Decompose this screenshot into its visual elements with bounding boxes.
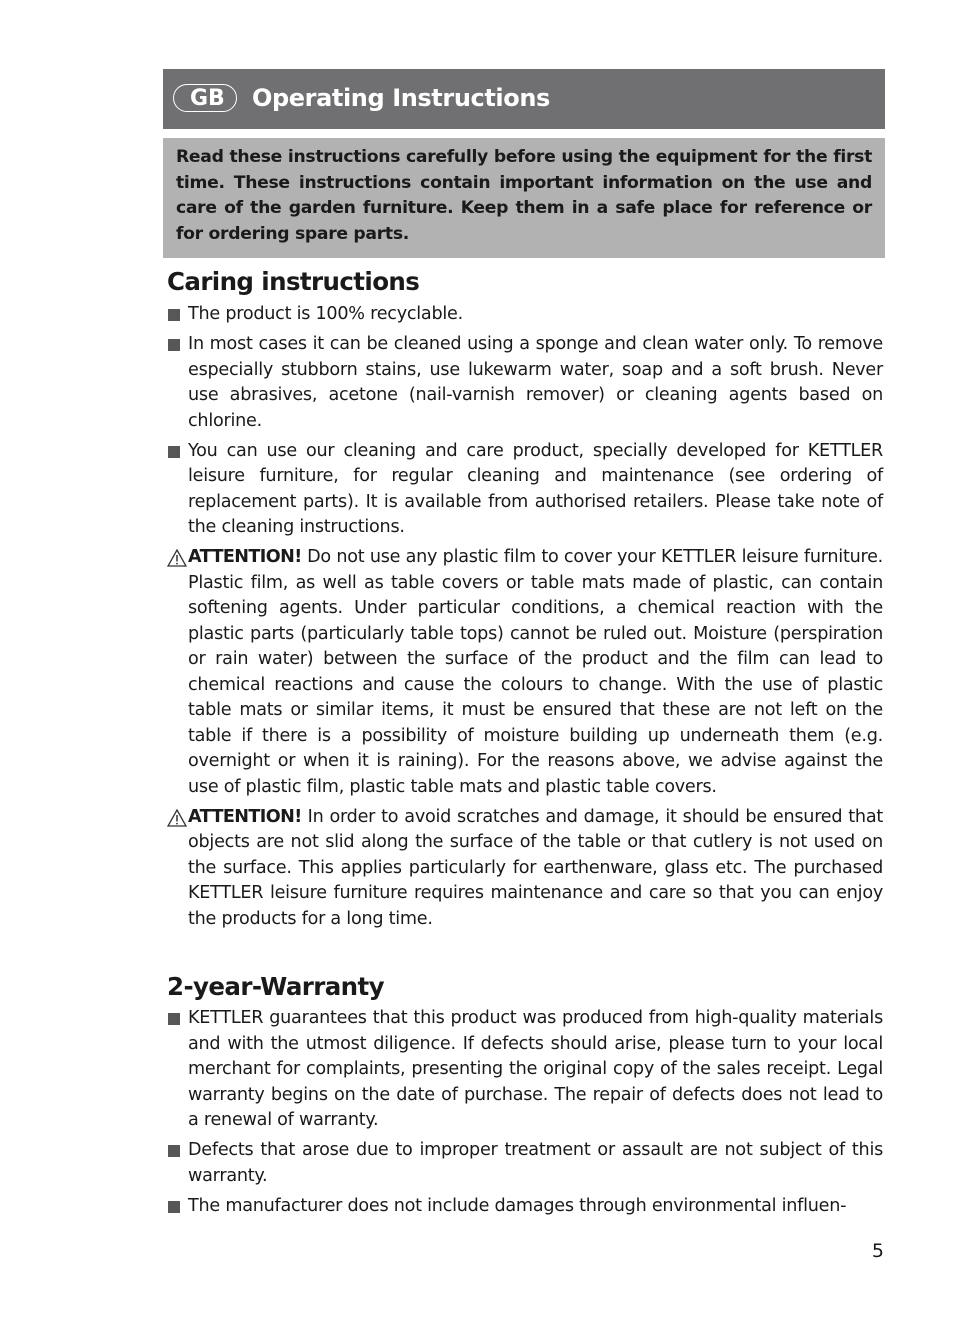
list-item [167, 332, 883, 434]
list-item [167, 302, 883, 328]
warning-triangle-icon [167, 549, 187, 567]
warranty-heading: 2-year-Warranty [167, 972, 384, 1001]
square-bullet-icon [168, 339, 180, 351]
list-item-text: Defects that arose due to improper treatment or assault are not subject of this warranty. [188, 1140, 883, 1186]
attention-item [167, 805, 883, 933]
list-item [167, 1138, 883, 1189]
page-title: Operating Instructions [252, 84, 550, 112]
header-bar [163, 69, 885, 129]
square-bullet-icon [168, 1145, 180, 1157]
list-item [167, 1006, 883, 1134]
square-bullet-icon [168, 1201, 180, 1213]
caring-list [167, 302, 883, 937]
list-item-text: The product is 100% recyclable. [188, 304, 463, 324]
list-item [167, 1194, 883, 1220]
page-number: 5 [871, 1240, 884, 1262]
list-item [167, 439, 883, 541]
caring-heading: Caring instructions [167, 267, 420, 296]
intro-notice [163, 138, 885, 258]
list-item-text: You can use our cleaning and care product, specially developed for KETTLER leisure furniture, for regular cleaning and maintenance (see ordering of replacement parts). It is available from authorised retailers. Please take note of the cleaning instructions. [188, 440, 883, 537]
language-badge: GB [173, 84, 237, 112]
list-item-text: In most cases it can be cleaned using a sponge and clean water only. To remove especially stubborn stains, use lukewarm water, soap and a soft brush. Never use abrasives, acetone (nail-varnish remover) or cleaning agents based on chlorine. [188, 334, 883, 431]
warranty-list [167, 1006, 883, 1224]
square-bullet-icon [168, 446, 180, 458]
intro-text: Read these instructions carefully before using the equipment for the first time. These instructions contain important information on the use and care of the garden furniture. Keep them in a safe place for reference or for ordering spare parts. [176, 147, 872, 245]
attention-text: Do not use any plastic film to cover your KETTLER leisure furniture. Plastic film, as well as table covers or table mats made of plastic, can contain softening agents. Under particular conditions, a chemical reaction with the plastic parts (particularly table tops) cannot be ruled out. Moisture (perspiration or rain water) between the surface of the product and the film can lead to chemical reactions and cause the colours to change. With the use of plastic table mats or similar items, it must be ensured that these are not left on the table if there is a possibility of moisture building up underneath them (e.g. overnight or when it is raining). For the reasons above, we advise against the use of plastic film, plastic table mats and plastic table covers. [188, 547, 884, 797]
attention-label: ATTENTION! [188, 806, 302, 827]
square-bullet-icon [168, 309, 180, 321]
list-item-text: The manufacturer does not include damages through environmental influen- [188, 1195, 847, 1216]
attention-item [167, 545, 883, 800]
list-item-text: KETTLER guarantees that this product was produced from high-quality materials and with the utmost diligence. If defects should arise, please turn to your local merchant for complaints, presenting the original copy of the sales receipt. Legal warranty begins on the date of purchase. The repair of defects does not lead to a renewal of warranty. [188, 1008, 883, 1130]
attention-text: In order to avoid scratches and damage, it should be ensured that objects are not slid along the surface of the table or that cutlery is not used on the surface. This applies particularly for earthenware, glass etc. The purchased KETTLER leisure furniture requires maintenance and care so that you can enjoy the products for a long time. [188, 806, 884, 929]
attention-label: ATTENTION! [188, 547, 302, 567]
square-bullet-icon [168, 1013, 180, 1025]
warning-triangle-icon [167, 809, 187, 827]
